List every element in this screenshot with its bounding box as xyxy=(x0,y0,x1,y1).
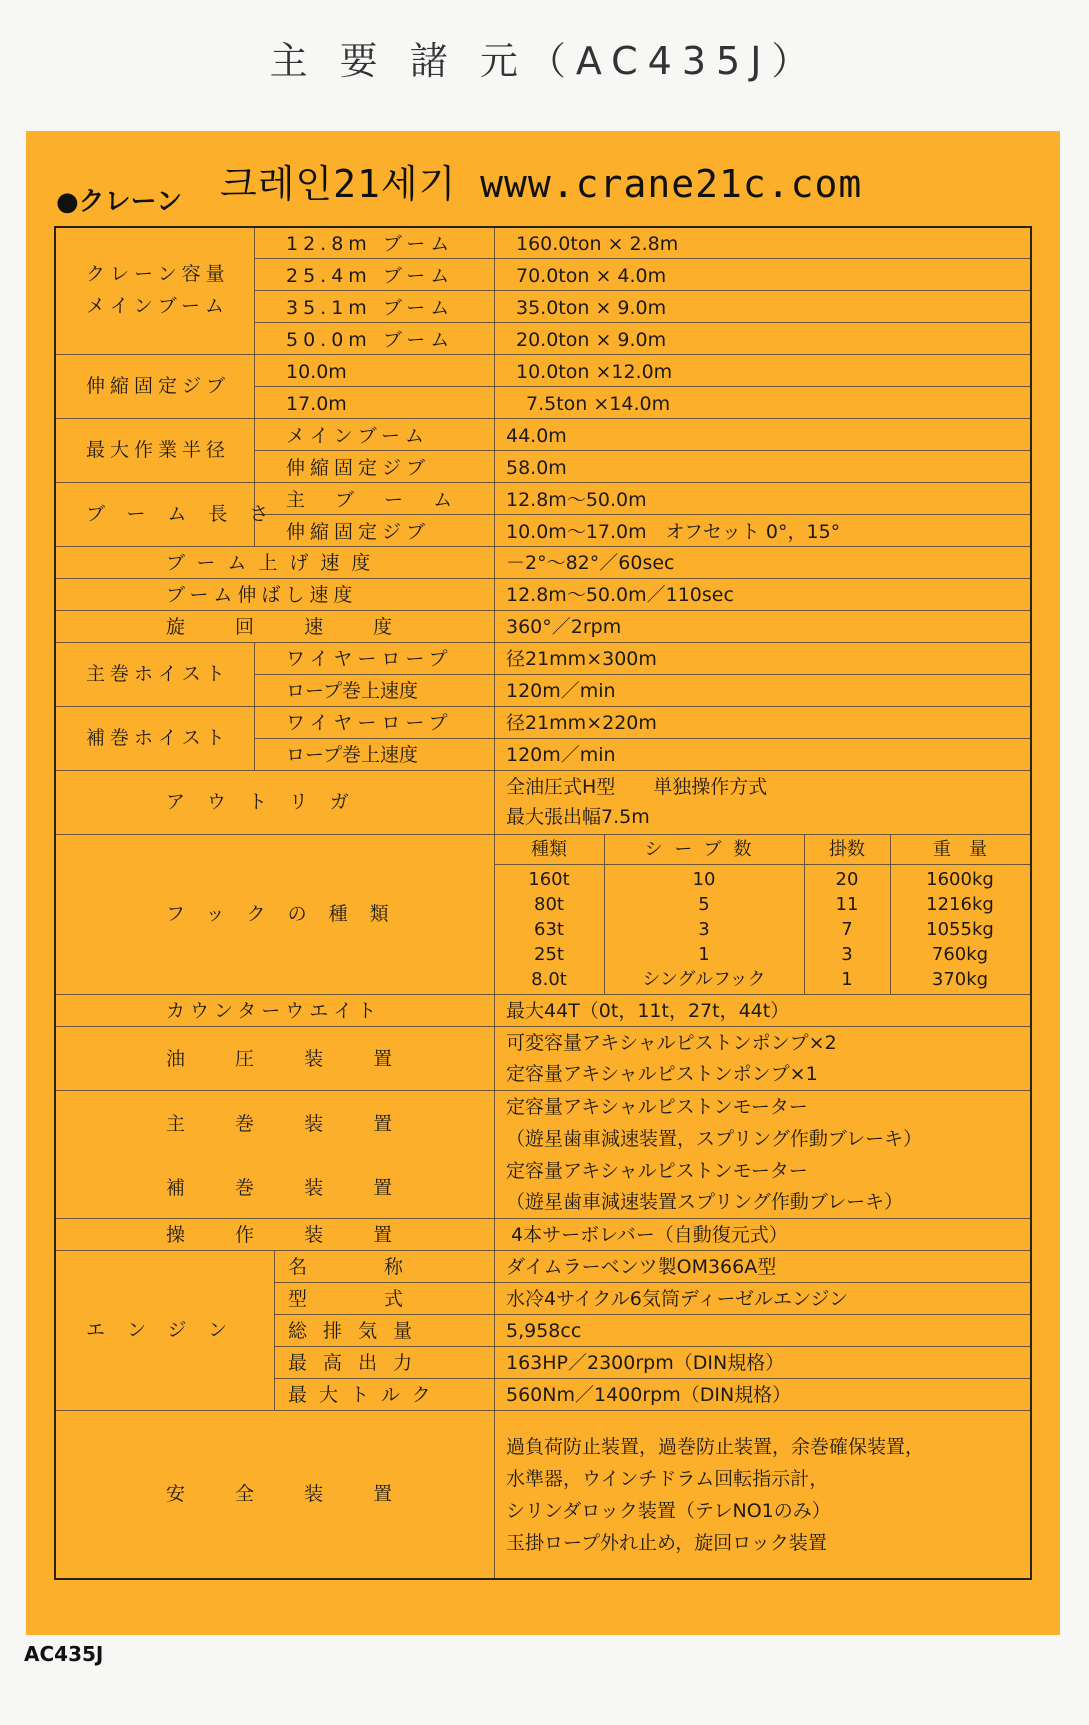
hook-sheaves: シングルフック xyxy=(642,969,766,990)
capacity-value: 35.0ton × 9.0m xyxy=(516,297,667,319)
main-hoist-item: ロープ巻上速度 xyxy=(286,680,419,702)
hook-weight: 1055kg xyxy=(926,919,994,940)
boom-extend-label: ブーム伸ばし速度 xyxy=(166,584,358,606)
hooks-header: 重 量 xyxy=(933,839,987,860)
hook-weight: 370kg xyxy=(931,969,989,990)
boom-raise-value: －2°～82°／60sec xyxy=(506,552,675,574)
hook-parts: 11 xyxy=(835,894,859,915)
boomlen-value: 10.0m～17.0m オフセット 0°，15° xyxy=(506,521,841,543)
hooks-header: 種類 xyxy=(531,839,567,860)
counterweight-value: 最大44T（0t，11t，27t，44t） xyxy=(506,1000,790,1022)
hook-weight: 1216kg xyxy=(926,894,994,915)
hook-sheaves: 3 xyxy=(698,919,710,940)
main-winch-line1: 定容量アキシャルピストンモーター xyxy=(506,1096,808,1118)
capacity-value: 160.0ton × 2.8m xyxy=(516,233,679,255)
capacity-value: 70.0ton × 4.0m xyxy=(516,265,667,287)
jib-length: 10.0m xyxy=(286,361,347,383)
engine-item: 最 高 出 力 xyxy=(288,1352,418,1374)
main-hoist-value: 120m／min xyxy=(506,680,616,702)
page-title: 主 要 諸 元（AC435J） xyxy=(269,39,820,83)
aux-hoist-item: ロープ巻上速度 xyxy=(286,744,419,766)
hydraulic-line2: 定容量アキシャルピストンポンプ×1 xyxy=(506,1063,818,1085)
footer-model: AC435J xyxy=(24,1642,104,1666)
engine-value: 163HP／2300rpm（DIN規格） xyxy=(506,1352,785,1374)
main-hoist-value: 径21mm×300m xyxy=(506,648,657,670)
boomlen-item: 伸縮固定ジブ xyxy=(286,521,431,543)
boomlen-value: 12.8m～50.0m xyxy=(506,489,647,511)
aux-hoist-value: 径21mm×220m xyxy=(506,712,657,734)
hook-parts: 3 xyxy=(841,944,853,965)
hook-sheaves: 10 xyxy=(692,869,716,890)
jib-value: 7.5ton ×14.0m xyxy=(526,393,671,415)
jib-length: 17.0m xyxy=(286,393,347,415)
swing-value: 360°／2rpm xyxy=(506,616,622,638)
capacity-value: 20.0ton × 9.0m xyxy=(516,329,667,351)
radius-item: 伸縮固定ジブ xyxy=(286,457,431,479)
engine-value: 560Nm／1400rpm（DIN規格） xyxy=(506,1384,792,1406)
outrigger-line1: 全油圧式H型 単独操作方式 xyxy=(506,776,768,798)
boomlen-item: 主 ブ ー ム xyxy=(286,489,465,511)
hook-parts: 7 xyxy=(841,919,853,940)
radius-label: 最大作業半径 xyxy=(86,439,231,461)
boom-raise-label: ブーム上げ速度 xyxy=(166,552,383,574)
capacity-label-1: クレーン容量 xyxy=(86,263,230,285)
hook-weight: 760kg xyxy=(931,944,989,965)
hook-type: 8.0t xyxy=(531,969,567,990)
engine-label: エンジン xyxy=(86,1319,250,1341)
hooks-label: フックの種類 xyxy=(166,903,411,925)
aux-hoist-label: 補巻ホイスト xyxy=(86,727,230,749)
hook-sheaves: 1 xyxy=(698,944,710,965)
jib-value: 10.0ton ×12.0m xyxy=(516,361,673,383)
outrigger-label: アウトリガ xyxy=(166,791,371,813)
section-label: ●クレーン xyxy=(56,187,183,217)
aux-winch-label: 補 巻 装 置 xyxy=(166,1177,415,1199)
hydraulic-label: 油 圧 装 置 xyxy=(166,1048,415,1070)
hydraulic-line1: 可変容量アキシャルピストンポンプ×2 xyxy=(506,1032,837,1054)
aux-hoist-value: 120m／min xyxy=(506,744,616,766)
counterweight-label: カウンターウエイト xyxy=(166,1000,382,1022)
aux-winch-line2: （遊星歯車減速装置スプリング作動ブレーキ） xyxy=(506,1191,904,1213)
capacity-label-2: メインブーム xyxy=(86,295,230,317)
main-winch-line2: （遊星歯車減速装置，スプリング作動ブレーキ） xyxy=(506,1128,923,1150)
main-winch-label: 主 巻 装 置 xyxy=(166,1113,415,1135)
engine-value: 水冷4サイクル6気筒ディーゼルエンジン xyxy=(506,1288,849,1310)
spec-table xyxy=(54,226,1032,1580)
engine-item: 型 式 xyxy=(288,1288,409,1310)
boom-length-item: 50.0m ブーム xyxy=(286,329,455,351)
safety-line: シリンダロック装置（テレNO1のみ） xyxy=(506,1500,831,1522)
engine-value: 5,958cc xyxy=(506,1320,582,1342)
watermark: 크레인21세기 www.crane21c.com xyxy=(220,162,863,206)
radius-value: 58.0m xyxy=(506,457,567,479)
swing-label: 旋 回 速 度 xyxy=(166,616,415,638)
radius-item: メインブーム xyxy=(286,425,430,447)
safety-line: 水準器，ウインチドラム回転指示計， xyxy=(506,1468,829,1490)
aux-winch-line1: 定容量アキシャルピストンモーター xyxy=(506,1160,808,1182)
hook-parts: 20 xyxy=(835,869,859,890)
boomlen-label: ブーム長さ xyxy=(86,503,291,525)
main-hoist-label: 主巻ホイスト xyxy=(86,663,230,685)
jib-label: 伸縮固定ジブ xyxy=(86,375,231,397)
hook-type: 80t xyxy=(534,894,564,915)
hook-type: 25t xyxy=(534,944,564,965)
engine-value: ダイムラーベンツ製OM366A型 xyxy=(506,1256,777,1278)
hook-parts: 1 xyxy=(841,969,853,990)
boom-extend-value: 12.8m～50.0m／110sec xyxy=(506,584,734,606)
safety-line: 玉掛ロープ外れ止め，旋回ロック装置 xyxy=(506,1532,827,1554)
hooks-header: 掛数 xyxy=(829,839,865,860)
engine-item: 総 排 気 量 xyxy=(288,1320,418,1342)
boom-length-item: 25.4m ブーム xyxy=(286,265,455,287)
safety-line: 過負荷防止装置，過巻防止装置，余巻確保装置， xyxy=(506,1436,925,1458)
controls-label: 操 作 装 置 xyxy=(166,1224,415,1246)
boom-length-item: 12.8m ブーム xyxy=(286,233,455,255)
aux-hoist-item: ワイヤーロープ xyxy=(286,712,453,734)
hooks-header: シーブ数 xyxy=(644,839,764,860)
outrigger-line2: 最大張出幅7.5m xyxy=(506,806,650,828)
radius-value: 44.0m xyxy=(506,425,567,447)
main-hoist-item: ワイヤーロープ xyxy=(286,648,453,670)
spec-panel xyxy=(26,131,1060,1635)
engine-item: 名 称 xyxy=(288,1256,409,1278)
hook-type: 160t xyxy=(528,869,570,890)
safety-label: 安 全 装 置 xyxy=(166,1483,415,1505)
hook-weight: 1600kg xyxy=(926,869,994,890)
engine-item: 最大トルク xyxy=(288,1384,443,1406)
hook-sheaves: 5 xyxy=(698,894,710,915)
controls-value: 4本サーボレバー（自動復元式） xyxy=(511,1224,788,1246)
hook-type: 63t xyxy=(534,919,564,940)
boom-length-item: 35.1m ブーム xyxy=(286,297,455,319)
